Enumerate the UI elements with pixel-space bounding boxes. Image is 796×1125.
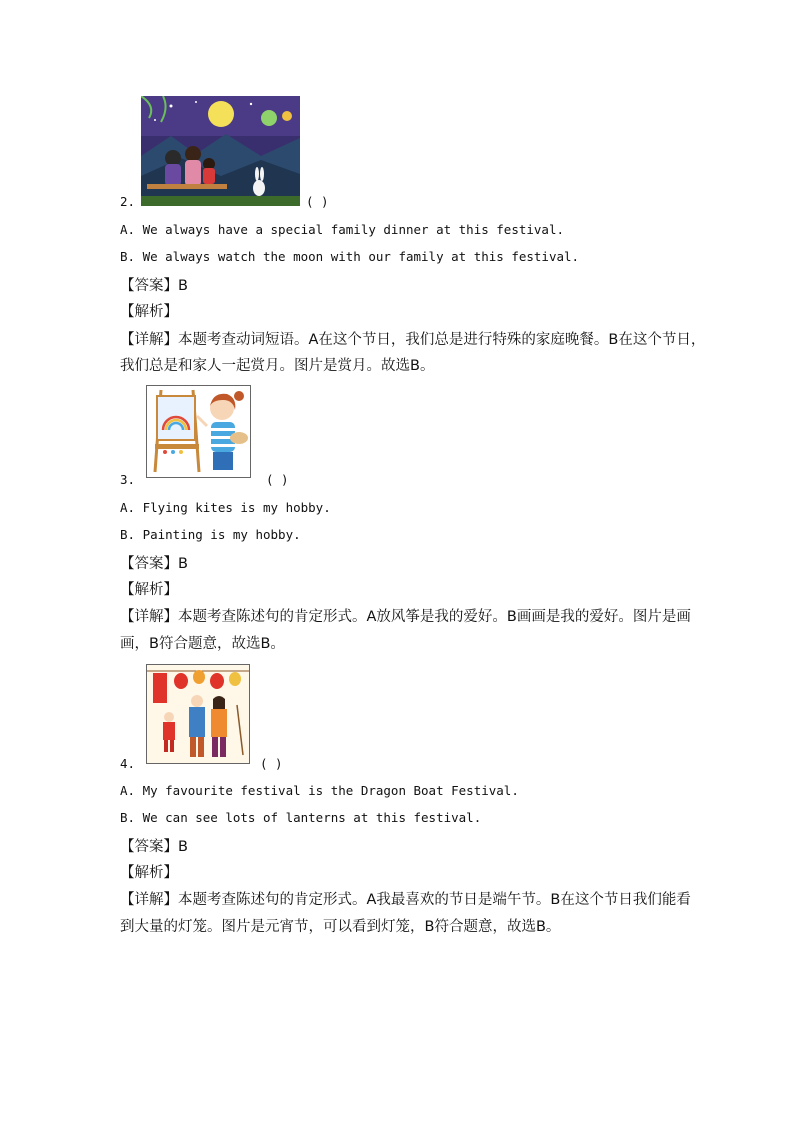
question-4-answer-blank: ( )	[260, 756, 283, 771]
question-3-detail-line-2: 画，B符合题意，故选B。	[120, 636, 285, 652]
question-4-option-a: A. My favourite festival is the Dragon Boat Festival.	[120, 783, 519, 798]
question-3-option-b: B. Painting is my hobby.	[120, 527, 301, 542]
question-3-option-a: A. Flying kites is my hobby.	[120, 500, 331, 515]
question-2-option-a: A. We always have a special family dinner at this festival.	[120, 222, 565, 237]
question-3-number: 3.	[120, 472, 136, 487]
question-2-analysis-label: 【解析】	[120, 304, 178, 320]
question-3-analysis-label: 【解析】	[120, 582, 178, 598]
question-2-answer-blank: ( )	[306, 194, 329, 209]
moon-watching-illustration	[141, 96, 300, 206]
lantern-family-illustration	[147, 665, 249, 763]
painting-illustration	[147, 386, 250, 477]
question-4-number: 4.	[120, 756, 136, 771]
question-4-detail-line-2: 到大量的灯笼。图片是元宵节，可以看到灯笼，B符合题意，故选B。	[120, 919, 561, 935]
question-3-answer-blank: ( )	[266, 472, 289, 487]
question-4-answer: 【答案】B	[120, 839, 188, 855]
question-2-option-b: B. We always watch the moon with our family at this festival.	[120, 249, 580, 264]
lantern-festival-picture	[146, 664, 250, 764]
question-4-analysis-label: 【解析】	[120, 865, 178, 881]
question-4-detail-line-1: 【详解】本题考查陈述句的肯定形式。A我最喜欢的节日是端午节。B在这个节日我们能看	[120, 892, 691, 908]
question-2-number: 2.	[120, 194, 136, 209]
question-4-option-b: B. We can see lots of lanterns at this festival.	[120, 810, 482, 825]
question-2-detail-line-2: 我们总是和家人一起赏月。图片是赏月。故选B。	[120, 358, 435, 374]
mid-autumn-moon-picture	[141, 96, 300, 206]
question-2-detail-line-1: 【详解】本题考查动词短语。A在这个节日，我们总是进行特殊的家庭晚餐。B在这个节日，	[120, 332, 706, 348]
question-2-answer: 【答案】B	[120, 278, 188, 294]
question-3-detail-line-1: 【详解】本题考查陈述句的肯定形式。A放风筝是我的爱好。B画画是我的爱好。图片是画	[120, 609, 691, 625]
girl-painting-picture	[146, 385, 251, 478]
question-3-answer: 【答案】B	[120, 556, 188, 572]
